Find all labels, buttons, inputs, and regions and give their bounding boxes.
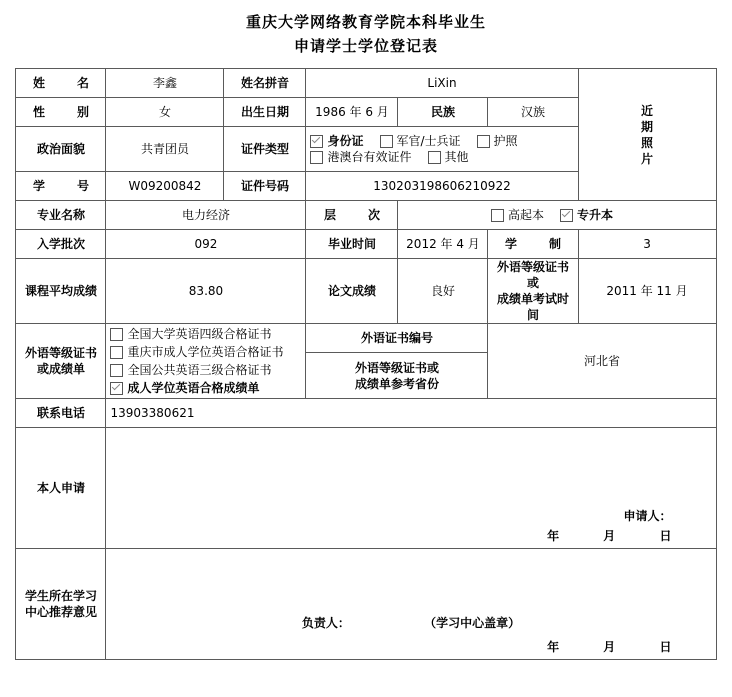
label-foreign-cert-exam-time — [488, 259, 578, 324]
table-row — [16, 69, 716, 98]
label-line-1: 外语等级证书或 — [496, 260, 569, 290]
level-options-row — [402, 207, 711, 223]
label-batch: 入学批次 — [16, 230, 106, 259]
table-row — [16, 230, 716, 259]
application-form-table — [15, 68, 716, 660]
photo-label-line4: 片 — [641, 151, 654, 166]
month-label: 月 — [603, 640, 618, 654]
checkbox-icon[interactable] — [110, 328, 123, 341]
table-row — [16, 259, 716, 324]
foreign-cert-option-2[interactable] — [110, 362, 301, 378]
value-cert-province[interactable]: 河北省 — [488, 324, 716, 399]
checkbox-icon[interactable] — [310, 151, 323, 164]
label-id-number: 证件号码 — [224, 172, 306, 201]
id-type-option-4[interactable] — [428, 149, 469, 165]
value-name[interactable]: 李鑫 — [106, 69, 224, 98]
level-option-label: 专升本 — [577, 208, 614, 222]
value-name-pinyin[interactable]: LiXin — [306, 69, 578, 98]
day-label: 日 — [659, 529, 674, 543]
checkbox-icon[interactable] — [491, 209, 504, 222]
label-line-2: 成绩单考试时间 — [496, 292, 569, 322]
photo-label-line1: 近 — [641, 103, 654, 118]
label-self-application: 本人申请 — [16, 428, 106, 549]
label-gender: 性 别 — [16, 98, 106, 127]
id-type-option-2[interactable] — [477, 133, 518, 149]
checkbox-icon[interactable] — [110, 346, 123, 359]
year-label: 年 — [547, 640, 562, 654]
title-line-1: 重庆大学网络教育学院本科毕业生 — [245, 13, 486, 31]
foreign-cert-option-label: 全国大学英语四级合格证书 — [127, 327, 272, 341]
label-foreign-cert — [16, 324, 106, 399]
foreign-cert-option-1[interactable] — [110, 344, 301, 360]
label-id-type: 证件类型 — [224, 127, 306, 172]
foreign-cert-option-label: 重庆市成人学位英语合格证书 — [127, 345, 284, 359]
checkbox-icon[interactable] — [380, 135, 393, 148]
table-row — [16, 324, 716, 353]
table-row — [16, 399, 716, 428]
label-line-1: 外语等级证书或 — [354, 360, 439, 375]
id-type-option-label: 其他 — [444, 150, 469, 164]
table-row — [16, 428, 716, 549]
value-student-no[interactable]: W09200842 — [106, 172, 224, 201]
label-schooling: 学 制 — [488, 230, 578, 259]
checkbox-icon[interactable] — [310, 135, 323, 148]
value-schooling[interactable]: 3 — [578, 230, 716, 259]
label-name: 姓 名 — [16, 69, 106, 98]
checkbox-icon[interactable] — [560, 209, 573, 222]
foreign-cert-option-label: 成人学位英语合格成绩单 — [127, 381, 260, 395]
label-cert-province — [306, 353, 488, 399]
table-row — [16, 201, 716, 230]
value-ethnicity[interactable]: 汉族 — [488, 98, 578, 127]
applicant-signature-line — [110, 508, 711, 528]
photo-label-line2: 期 — [641, 119, 654, 134]
value-gender[interactable]: 女 — [106, 98, 224, 127]
level-options — [398, 201, 716, 230]
document-title — [0, 0, 732, 58]
value-thesis-score[interactable]: 良好 — [398, 259, 488, 324]
label-political: 政治面貌 — [16, 127, 106, 172]
checkbox-icon[interactable] — [477, 135, 490, 148]
self-application-text[interactable] — [110, 438, 711, 508]
photo-placeholder — [578, 69, 716, 201]
center-seal-label: （学习中心盖章） — [424, 616, 521, 630]
center-opinion-text[interactable] — [110, 565, 711, 615]
foreign-cert-option-3[interactable] — [110, 380, 301, 396]
self-application-area[interactable] — [106, 428, 716, 549]
id-type-option-1[interactable] — [380, 133, 461, 149]
center-date-line — [110, 639, 711, 659]
label-line-1: 外语等级证书 — [24, 346, 97, 360]
value-batch[interactable]: 092 — [106, 230, 306, 259]
month-label: 月 — [603, 529, 618, 543]
value-avg-score[interactable]: 83.80 — [106, 259, 306, 324]
id-type-option-0[interactable] — [310, 133, 363, 149]
value-birthdate[interactable]: 1986 年 6 月 — [306, 98, 398, 127]
value-phone[interactable]: 13903380621 — [106, 399, 716, 428]
label-avg-score: 课程平均成绩 — [16, 259, 106, 324]
label-ethnicity: 民族 — [398, 98, 488, 127]
label-center-opinion — [16, 549, 106, 660]
label-major: 专业名称 — [16, 201, 106, 230]
id-type-option-label: 护照 — [493, 134, 518, 148]
value-graduation-time[interactable]: 2012 年 4 月 — [398, 230, 488, 259]
level-option-1[interactable] — [560, 207, 613, 223]
id-type-option-3[interactable] — [310, 149, 411, 165]
label-level: 层 次 — [306, 201, 398, 230]
photo-label-line3: 照 — [641, 135, 654, 150]
id-type-options — [306, 127, 578, 172]
label-line-2: 成绩单参考省份 — [354, 376, 439, 391]
label-name-pinyin: 姓名拼音 — [224, 69, 306, 98]
label-birthdate: 出生日期 — [224, 98, 306, 127]
id-type-option-label: 身份证 — [327, 134, 364, 148]
label-line-1: 学生所在学习 — [24, 589, 97, 603]
center-opinion-area[interactable] — [106, 549, 716, 660]
day-label: 日 — [659, 640, 674, 654]
table-row — [16, 549, 716, 660]
checkbox-icon[interactable] — [110, 364, 123, 377]
value-id-number[interactable]: 130203198606210922 — [306, 172, 578, 201]
responsible-label: 负责人： — [301, 616, 350, 630]
title-line-2: 申请学士学位登记表 — [293, 37, 438, 55]
label-student-no: 学 号 — [16, 172, 106, 201]
year-label: 年 — [547, 529, 562, 543]
value-major[interactable]: 电力经济 — [106, 201, 306, 230]
foreign-cert-option-0[interactable] — [110, 326, 301, 342]
applicant-date-line — [110, 528, 711, 548]
label-line-2: 或成绩单 — [36, 362, 85, 376]
label-phone: 联系电话 — [16, 399, 106, 428]
checkbox-icon[interactable] — [110, 382, 123, 395]
label-line-2: 中心推荐意见 — [24, 605, 97, 619]
id-type-option-label: 军官/士兵证 — [396, 134, 461, 148]
level-option-0[interactable] — [491, 207, 544, 223]
id-type-option-label: 港澳台有效证件 — [327, 150, 412, 164]
id-type-options-row-1 — [310, 133, 573, 149]
label-thesis-score: 论文成绩 — [306, 259, 398, 324]
checkbox-icon[interactable] — [428, 151, 441, 164]
responsible-signature-line — [110, 615, 711, 639]
level-option-label: 高起本 — [507, 208, 544, 222]
label-cert-number: 外语证书编号 — [306, 324, 488, 353]
label-graduation-time: 毕业时间 — [306, 230, 398, 259]
applicant-label: 申请人： — [623, 509, 672, 523]
foreign-cert-option-label: 全国公共英语三级合格证书 — [127, 363, 272, 377]
foreign-cert-options — [106, 324, 306, 399]
id-type-options-row-2 — [310, 149, 573, 165]
value-foreign-cert-exam-time[interactable]: 2011 年 11 月 — [578, 259, 716, 324]
value-political[interactable]: 共青团员 — [106, 127, 224, 172]
